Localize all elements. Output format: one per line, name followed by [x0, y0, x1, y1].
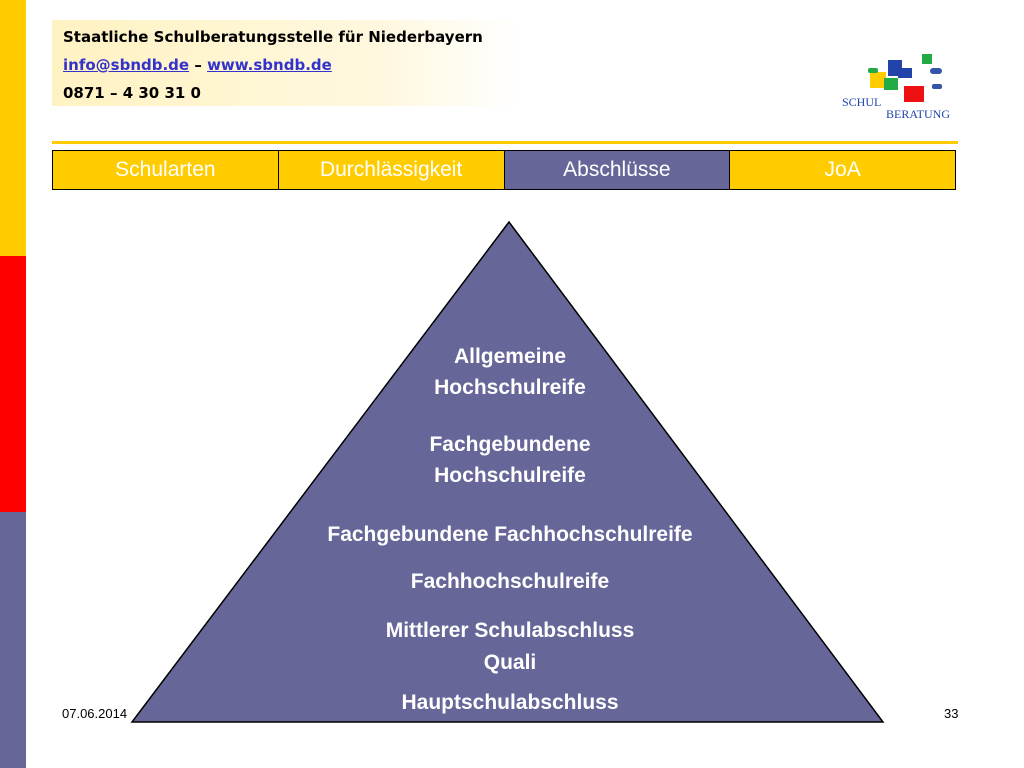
logo-text-bottom: BERATUNG: [886, 107, 951, 121]
tab-durchlaessigkeit[interactable]: Durchlässigkeit: [279, 151, 505, 189]
email-link[interactable]: info@sbndb.de: [63, 56, 190, 74]
level-hauptschulabschluss: Hauptschulabschluss: [401, 691, 619, 714]
tab-schularten[interactable]: Schularten: [53, 151, 279, 189]
level-fachgebundene: Fachgebundene: [429, 433, 591, 456]
org-name: Staatliche Schulberatungsstelle für Niederbayern: [63, 28, 483, 46]
footer-date: 07.06.2014: [62, 706, 128, 721]
level-hochschulreife-2: Hochschulreife: [434, 464, 586, 487]
page-number: 33: [944, 706, 959, 721]
tab-abschluesse[interactable]: Abschlüsse: [505, 151, 731, 189]
level-allgemeine: Allgemeine: [453, 345, 567, 368]
logo-text-top: SCHUL: [842, 95, 882, 109]
phone-number: 0871 – 4 30 31 0: [63, 84, 201, 102]
separator: –: [194, 56, 202, 74]
website-link[interactable]: www.sbndb.de: [207, 56, 332, 74]
level-fachhochschulreife: Fachhochschulreife: [410, 570, 610, 593]
level-quali: Quali: [483, 651, 537, 674]
level-fachgebundene-fachhochschulreife: Fachgebundene Fachhochschulreife: [327, 523, 693, 546]
level-mittlerer-schulabschluss: Mittlerer Schulabschluss: [385, 619, 635, 642]
tab-joa[interactable]: JoA: [730, 151, 955, 189]
level-hochschulreife-1: Hochschulreife: [434, 376, 586, 399]
